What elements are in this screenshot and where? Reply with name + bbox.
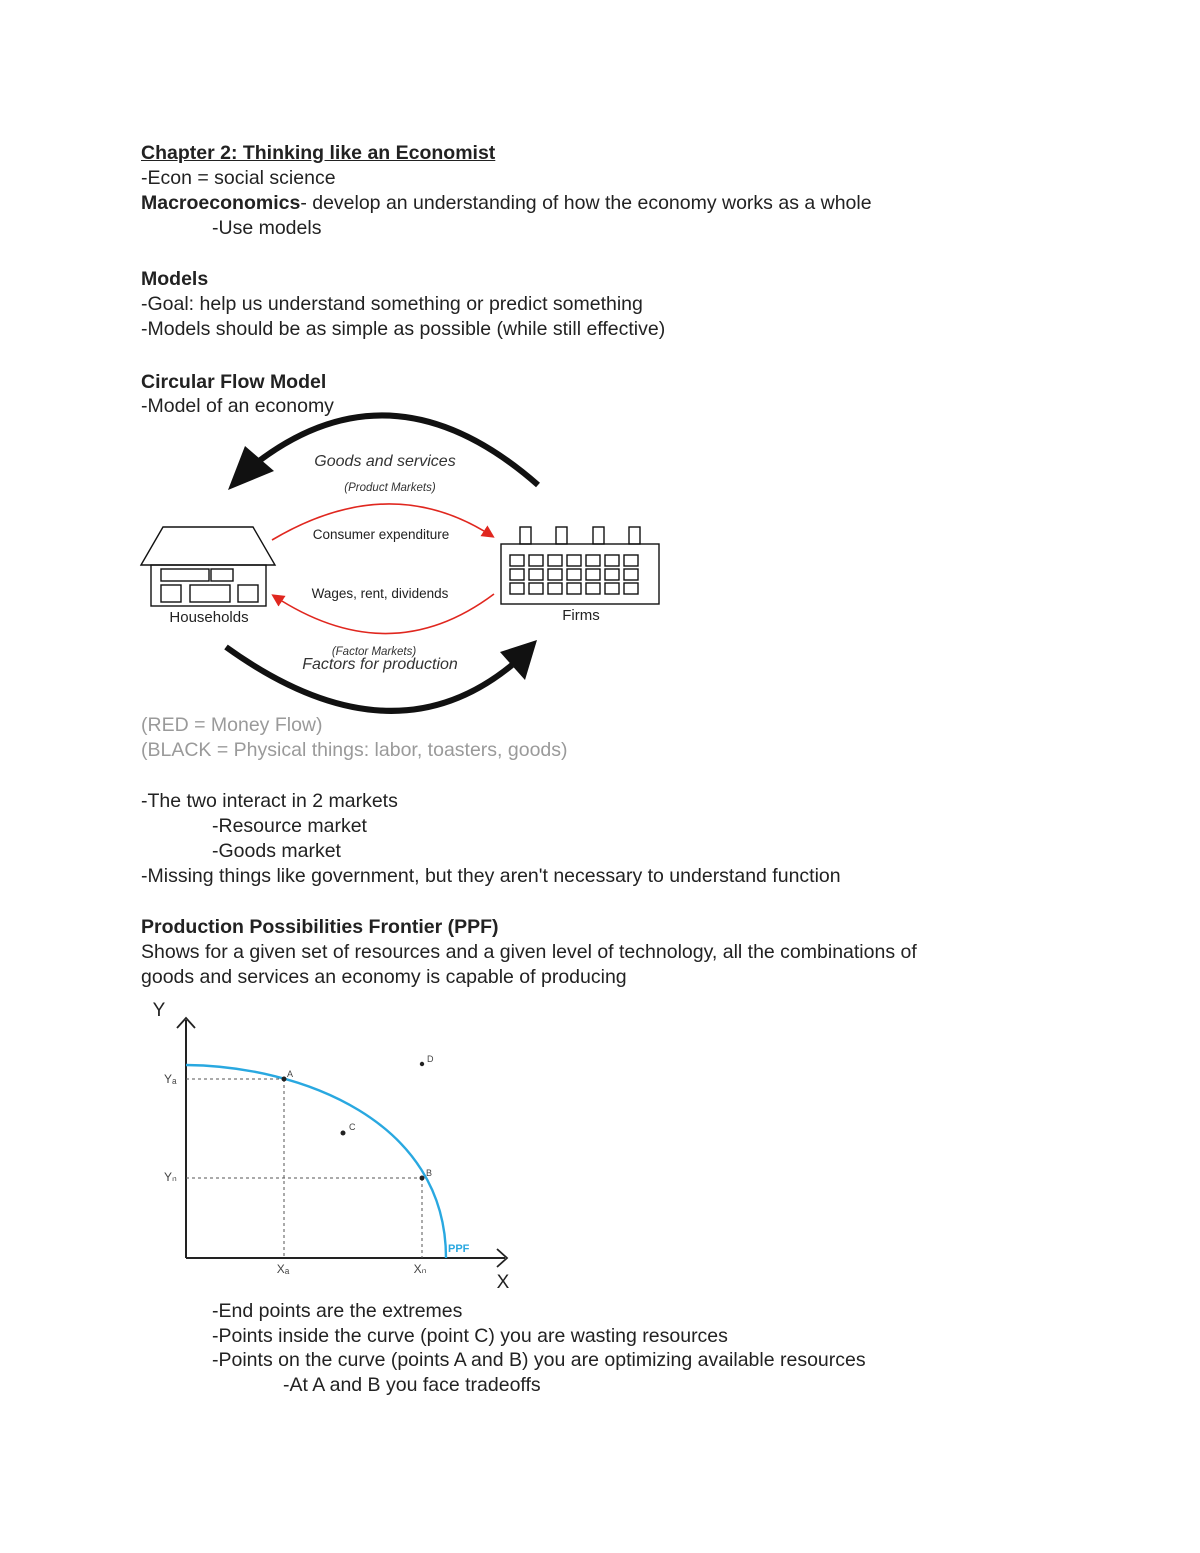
factor-markets-label: (Factor Markets) xyxy=(331,646,417,658)
households-icon xyxy=(141,527,275,606)
models-heading: Models xyxy=(141,268,209,290)
point-c xyxy=(341,1131,346,1136)
households-label: Households xyxy=(169,609,249,626)
missing-line: -Missing things like government, but they aren't necessary to understand function xyxy=(141,865,841,887)
models-goal: -Goal: help us understand something or predict something xyxy=(141,293,643,315)
circular-flow-sub: -Model of an economy xyxy=(141,395,334,417)
point-d-label: D xyxy=(427,1054,434,1064)
point-a-label: A xyxy=(287,1069,294,1079)
goods-market-line: -Goods market xyxy=(212,840,341,862)
goods-flow-arc xyxy=(250,415,538,485)
intro-econ-line: -Econ = social science xyxy=(141,167,336,189)
circular-flow-diagram xyxy=(0,0,1200,730)
ppf-bullet-1: -End points are the extremes xyxy=(212,1300,463,1322)
ppf-curve xyxy=(186,1065,446,1258)
point-b xyxy=(420,1176,425,1181)
point-a xyxy=(282,1077,287,1082)
resource-market-line: -Resource market xyxy=(212,815,367,837)
ppf-bullet-2: -Points inside the curve (point C) you are wasting resources xyxy=(212,1325,728,1347)
xb-label: Xₙ xyxy=(413,1262,427,1276)
circular-flow-heading: Circular Flow Model xyxy=(141,371,327,393)
factors-production-label: Factors for production xyxy=(302,656,458,673)
use-models-line: -Use models xyxy=(212,217,322,239)
ppf-chart xyxy=(0,990,560,1300)
yb-label: Yₙ xyxy=(164,1170,177,1184)
models-simple: -Models should be as simple as possible (while still effective) xyxy=(141,318,666,340)
xa-label: Xₐ xyxy=(276,1262,290,1276)
macro-term: Macroeconomics xyxy=(141,192,301,214)
firms-icon xyxy=(501,527,659,604)
ppf-bullet-3: -Points on the curve (points A and B) you are optimizing available resources xyxy=(212,1349,866,1371)
legend-red: (RED = Money Flow) xyxy=(141,714,323,736)
page-title: Chapter 2: Thinking like an Economist xyxy=(141,142,496,164)
firms-label: Firms xyxy=(562,607,600,624)
ppf-bullet-4: -At A and B you face tradeoffs xyxy=(283,1374,541,1396)
point-b-label: B xyxy=(426,1168,433,1178)
x-axis-label: X xyxy=(496,1272,510,1293)
ppf-desc-1: Shows for a given set of resources and a given level of technology, all the combinations of xyxy=(141,941,917,963)
legend-black: (BLACK = Physical things: labor, toasters, goods) xyxy=(141,739,568,761)
ppf-curve-label: PPF xyxy=(448,1243,470,1255)
consumer-expenditure-label: Consumer expenditure xyxy=(312,527,450,542)
ppf-desc-2: goods and services an economy is capable of producing xyxy=(141,966,627,988)
goods-services-label: Goods and services xyxy=(314,453,456,470)
point-c-label: C xyxy=(349,1122,356,1132)
factors-flow-arrowhead xyxy=(500,640,537,680)
point-d xyxy=(420,1062,424,1066)
wages-label: Wages, rent, dividends xyxy=(311,586,449,601)
macro-definition: - develop an understanding of how the economy works as a whole xyxy=(300,192,872,214)
interact-line: -The two interact in 2 markets xyxy=(141,790,398,812)
y-axis-label: Y xyxy=(152,1000,166,1021)
product-markets-label: (Product Markets) xyxy=(344,482,436,494)
ya-label: Yₐ xyxy=(164,1072,177,1086)
ppf-heading: Production Possibilities Frontier (PPF) xyxy=(141,916,499,938)
